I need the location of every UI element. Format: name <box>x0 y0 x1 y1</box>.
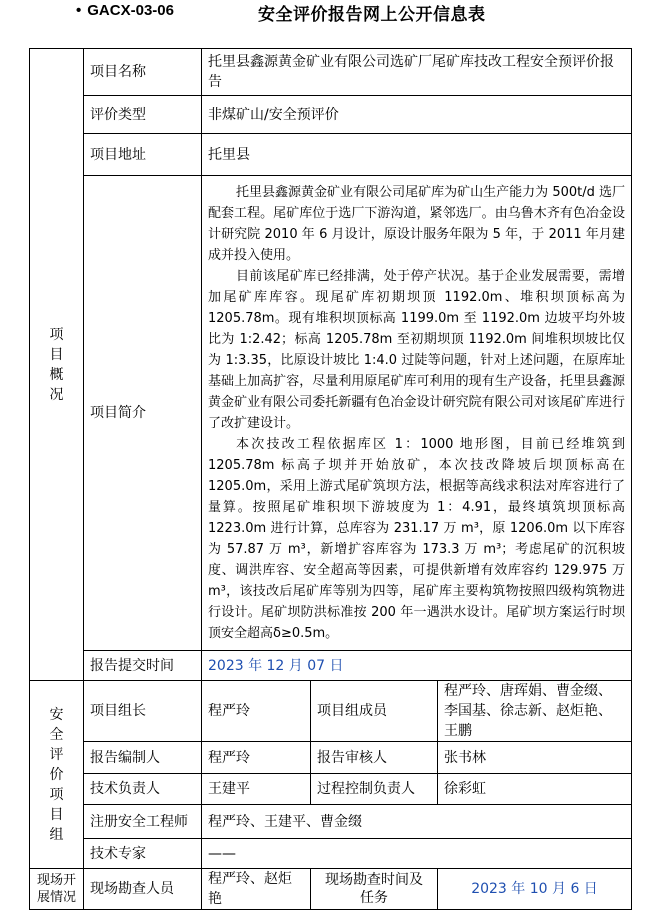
survey-time-value: 2023 年 10 月 6 日 <box>438 869 632 910</box>
reviewer-value: 张书林 <box>438 742 632 774</box>
address-label: 项目地址 <box>84 134 202 176</box>
engineer-label: 注册安全工程师 <box>84 805 202 839</box>
eval-type-value: 非煤矿山/安全预评价 <box>202 96 632 134</box>
row-site <box>30 869 632 910</box>
section-team-label: 安全评价项目组 <box>49 706 64 843</box>
leader-label: 项目组长 <box>84 681 202 742</box>
expert-value: —— <box>202 839 632 869</box>
process-value: 徐彩虹 <box>438 774 632 805</box>
project-name-label: 项目名称 <box>84 49 202 96</box>
leader-value: 程严玲 <box>202 681 311 742</box>
tech-label: 技术负责人 <box>84 774 202 805</box>
reviewer-label: 报告审核人 <box>311 742 438 774</box>
row-address <box>30 134 632 176</box>
expert-label: 技术专家 <box>84 839 202 869</box>
page-header <box>0 0 669 40</box>
surveyor-label: 现场勘查人员 <box>84 869 202 910</box>
row-writer <box>30 742 632 774</box>
intro-paragraph: 托里县鑫源黄金矿业有限公司尾矿库为矿山生产能力为 500t/d 选厂配套工程。尾矿库位于选厂下游沟道，紧邻选厂。由乌鲁木齐有色冶金设计研究院 2010 年 6 月设计，原设计服务年限为 5 年，于 2011 年月建成并投入使用。 <box>208 185 626 263</box>
row-intro <box>30 176 632 651</box>
survey-time-label: 现场勘查时间及任务 <box>311 869 438 910</box>
info-table <box>29 48 632 910</box>
row-engineer <box>30 805 632 839</box>
row-tech <box>30 774 632 805</box>
writer-label: 报告编制人 <box>84 742 202 774</box>
row-project-name <box>30 49 632 96</box>
document-code-text: GACX-03-06 <box>87 2 174 19</box>
intro-paragraph: 本次技改工程依据库区 1：1000 地形图，目前已经堆筑到 1205.78m 标高子坝并开始放矿，本次技改降坡后坝顶标高在 1205.0m，采用上游式尾矿筑坝方法，根据等高线求积法对库容进行了量算。按照尾矿堆积坝下游坡度为 1：4.91，最终填筑坝顶标高 1223.0m 进行计算，总库容为 231.17 万 m³，原 1206.0m 以下库容为 57.87 万 m³，新增扩容库容为 173.3 万 m³；考虑尾矿的沉积坡度、调洪库容、安全超高等因素，可提供新增有效库容约 129.975 万 m³，该技改后尾矿库等别为四等，尾矿库主要构筑物按照四级构筑物进行设计。尾矿坝防洪标准按 200 年一遇洪水设计。尾矿坝方案运行时坝顶安全超高δ≥0.5m。 <box>208 437 626 641</box>
bullet-icon: • <box>76 2 82 19</box>
project-name-value: 托里县鑫源黄金矿业有限公司选矿厂尾矿库技改工程安全预评价报告 <box>202 49 632 96</box>
row-expert <box>30 839 632 869</box>
eval-type-label: 评价类型 <box>84 96 202 134</box>
address-value: 托里县 <box>202 134 632 176</box>
engineer-value: 程严玲、王建平、曹金缀 <box>202 805 632 839</box>
section-site <box>30 869 84 910</box>
intro-paragraph: 目前该尾矿库已经排满，处于停产状况。基于企业发展需要，需增加尾矿库库容。现尾矿库初期坝顶 1192.0m、堆积坝顶标高为 1205.78m。现有堆积坝顶标高 1199.0m 至 1192.0m 边坡平均外坡比为 1:2.42；标高 1205.78m 至初期坝顶 1192.0m 间堆积坝坡比仅为 1:3.35，比原设计坡比 1:4.0 过陡等问题，针对上述问题，在原库址基础上加高扩容，尽量利用原尾矿库可利用的现有生产设备，托里县鑫源黄金矿业有限公司委托新疆有色冶金设计研究院有限公司对该尾矿库进行了改扩建设计。 <box>208 269 626 431</box>
document-code <box>76 2 174 19</box>
section-team <box>30 681 84 869</box>
members-label: 项目组成员 <box>311 681 438 742</box>
writer-value: 程严玲 <box>202 742 311 774</box>
row-leader <box>30 681 632 742</box>
process-label: 过程控制负责人 <box>311 774 438 805</box>
submit-date-label: 报告提交时间 <box>84 651 202 681</box>
intro-value <box>202 176 632 651</box>
section-overview <box>30 49 84 681</box>
members-value: 程严玲、唐珲娟、曹金缀、李国基、徐志新、赵炬艳、王鹏 <box>438 681 632 742</box>
section-overview-label: 项目概况 <box>49 326 64 403</box>
row-eval-type <box>30 96 632 134</box>
document-title: 安全评价报告网上公开信息表 <box>258 5 486 25</box>
tech-value: 王建平 <box>202 774 311 805</box>
submit-date-value: 2023 年 12 月 07 日 <box>202 651 632 681</box>
intro-label: 项目简介 <box>84 176 202 651</box>
section-site-label: 现场开展情况 <box>36 872 76 905</box>
surveyor-value: 程严玲、赵炬艳 <box>202 869 311 910</box>
row-submit-date <box>30 651 632 681</box>
